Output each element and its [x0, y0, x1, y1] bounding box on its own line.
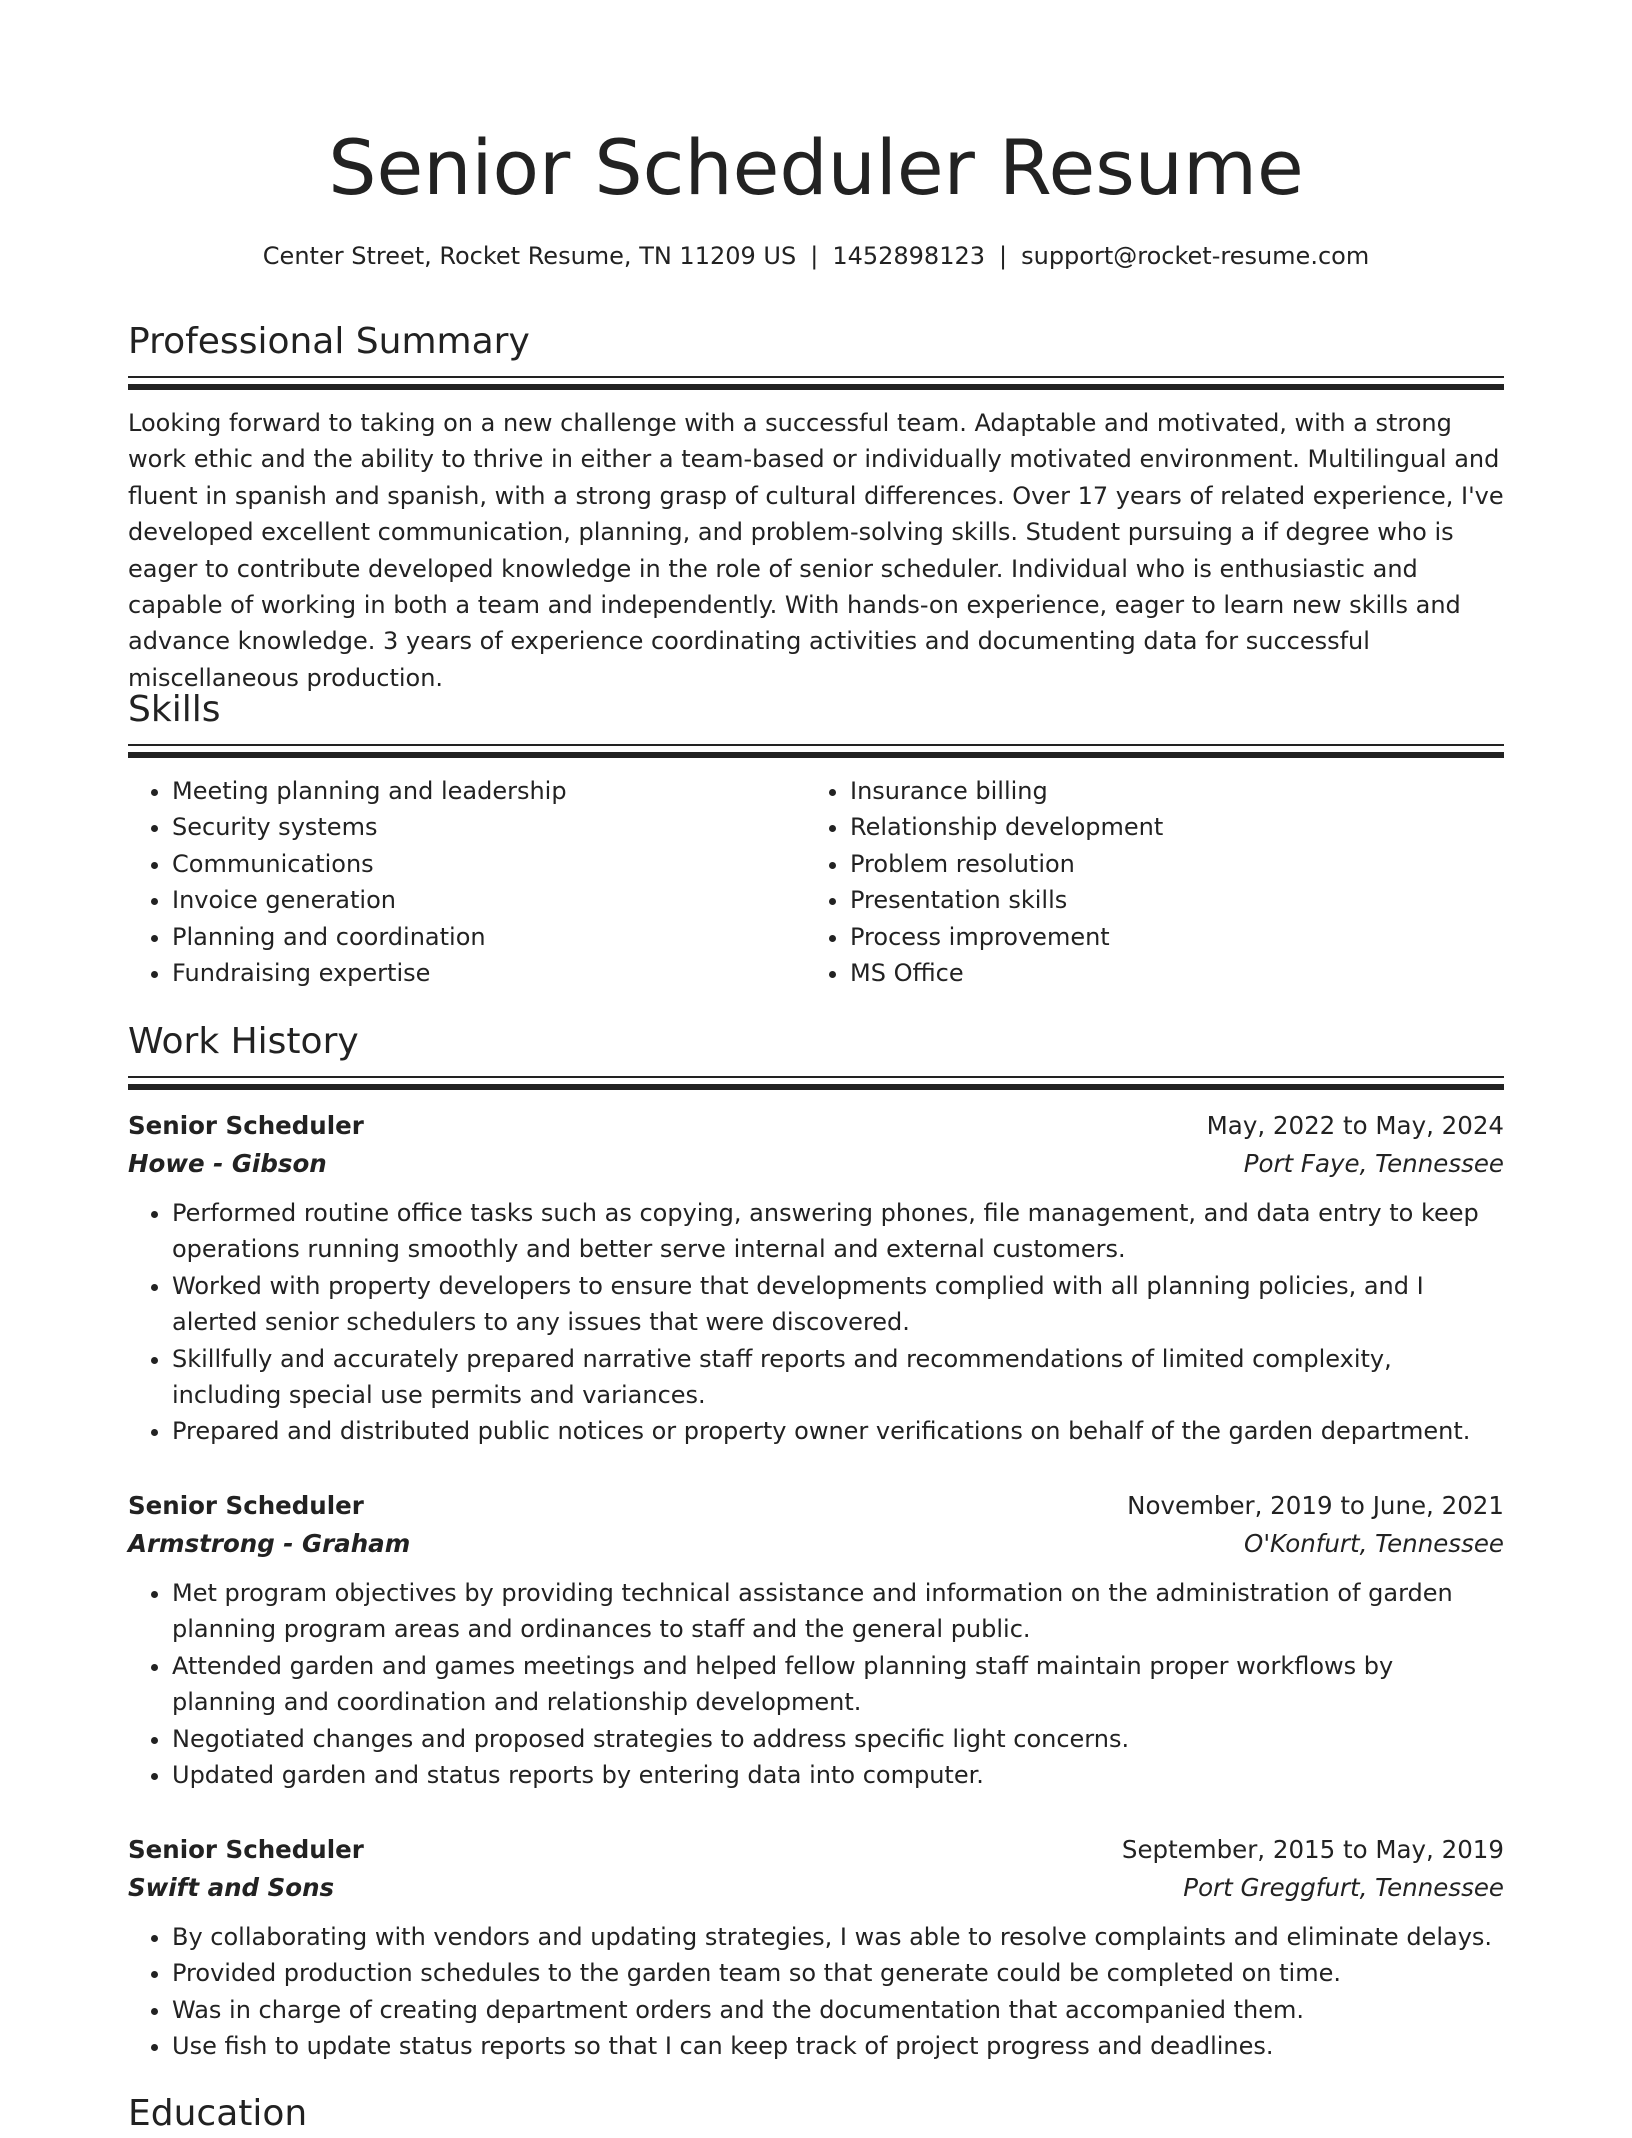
contact-line [128, 238, 1504, 274]
job-bullet: • Prepared and distributed public notices or property owner verifications on behalf of the garden department. [172, 1413, 1504, 1449]
job-entry [128, 1487, 1504, 1793]
job-title: Senior Scheduler [128, 1835, 364, 1864]
summary-text: Looking forward to taking on a new challenge with a successful team. Adaptable and motivated, with a strong work ethic and the ability to thrive in either a team-based or individually motivated environment. Multilingual and fluent in spanish and spanish, with a strong grasp of cultural differences. Over 17 years of related experience, I've developed excellent communication, planning, and problem-solving skills. Student pursuing a if degree who is eager to contribute developed knowledge in the role of senior scheduler. Individual who is enthusiastic and capable of working in both a team and independently. With hands-on experience, eager to learn new skills and advance knowledge. 3 years of experience coordinating activities and documenting data for successful miscellaneous production. [128, 409, 1504, 692]
job-header-row [128, 1831, 1504, 1869]
skill-item: • Relationship development [850, 809, 1484, 845]
skill-item: • Security systems [172, 809, 806, 845]
job-bullet: • Performed routine office tasks such as copying, answering phones, file management, and data entry to keep operations running smoothly and better serve internal and external customers. [172, 1195, 1504, 1268]
job-bullet: • Negotiated changes and proposed strategies to address specific light concerns. [172, 1721, 1504, 1757]
skill-item: • Planning and coordination [172, 919, 806, 955]
job-dates: November, 2019 to June, 2021 [1127, 1491, 1504, 1520]
job-bullets [128, 1195, 1504, 1450]
job-bullet: • By collaborating with vendors and updating strategies, I was able to resolve complaints and eliminate delays. [172, 1919, 1504, 1955]
skill-item: • Problem resolution [850, 846, 1484, 882]
work-history-heading: Work History [128, 1021, 359, 1062]
contact-separator: | [810, 242, 819, 270]
skills-heading: Skills [128, 689, 221, 730]
skill-item: • Presentation skills [850, 882, 1484, 918]
skill-item: • Meeting planning and leadership [172, 773, 806, 809]
job-bullets [128, 1575, 1504, 1793]
skills-column-left [128, 773, 806, 991]
job-title: Senior Scheduler [128, 1491, 364, 1520]
job-bullets [128, 1919, 1504, 2065]
job-location: Port Greggfurt, Tennessee [1183, 1873, 1504, 1902]
job-company-row [128, 1525, 1504, 1563]
section-divider [128, 376, 1504, 390]
job-company: Swift and Sons [128, 1873, 335, 1902]
job-bullet: • Met program objectives by providing technical assistance and information on the administration of garden planning program areas and ordinances to staff and the general public. [172, 1575, 1504, 1648]
job-title: Senior Scheduler [128, 1111, 364, 1140]
skill-item: • Fundraising expertise [172, 955, 806, 991]
education-heading: Education [128, 2093, 308, 2134]
skill-item: • Process improvement [850, 919, 1484, 955]
skill-item: • MS Office [850, 955, 1484, 991]
job-entry [128, 1831, 1504, 2065]
skill-item: • Invoice generation [172, 882, 806, 918]
job-bullet: • Skillfully and accurately prepared narrative staff reports and recommendations of limited complexity, including special use permits and variances. [172, 1341, 1504, 1414]
contact-address: Center Street, Rocket Resume, TN 11209 US [262, 242, 797, 270]
contact-email[interactable]: support@rocket-resume.com [1021, 242, 1370, 270]
job-bullet: • Use fish to update status reports so that I can keep track of project progress and deadlines. [172, 2028, 1504, 2064]
job-bullet: • Attended garden and games meetings and helped fellow planning staff maintain proper workflows by planning and coordination and relationship development. [172, 1648, 1504, 1721]
job-entry [128, 1107, 1504, 1450]
job-dates: May, 2022 to May, 2024 [1206, 1111, 1504, 1140]
job-location: O'Konfurt, Tennessee [1244, 1529, 1504, 1558]
skill-item: • Communications [172, 846, 806, 882]
skill-item: • Insurance billing [850, 773, 1484, 809]
job-location: Port Faye, Tennessee [1243, 1149, 1504, 1178]
job-company: Howe - Gibson [128, 1149, 327, 1178]
resume-title: Senior Scheduler Resume [328, 123, 1304, 212]
section-divider [128, 1076, 1504, 1090]
skills-column-right [806, 773, 1484, 991]
job-company-row [128, 1145, 1504, 1183]
job-bullet: • Updated garden and status reports by entering data into computer. [172, 1757, 1504, 1793]
skills-list [128, 773, 1504, 991]
job-bullet: • Was in charge of creating department orders and the documentation that accompanied them. [172, 1992, 1504, 2028]
job-company: Armstrong - Graham [128, 1529, 411, 1558]
contact-separator: | [999, 242, 1008, 270]
section-divider [128, 744, 1504, 758]
job-header-row [128, 1487, 1504, 1525]
summary-heading: Professional Summary [128, 321, 530, 362]
job-dates: September, 2015 to May, 2019 [1121, 1835, 1504, 1864]
job-bullet: • Worked with property developers to ensure that developments complied with all planning policies, and I alerted senior schedulers to any issues that were discovered. [172, 1268, 1504, 1341]
job-company-row [128, 1869, 1504, 1907]
contact-phone: 1452898123 [832, 242, 986, 270]
job-bullet: • Provided production schedules to the garden team so that generate could be completed on time. [172, 1955, 1504, 1991]
job-header-row [128, 1107, 1504, 1145]
